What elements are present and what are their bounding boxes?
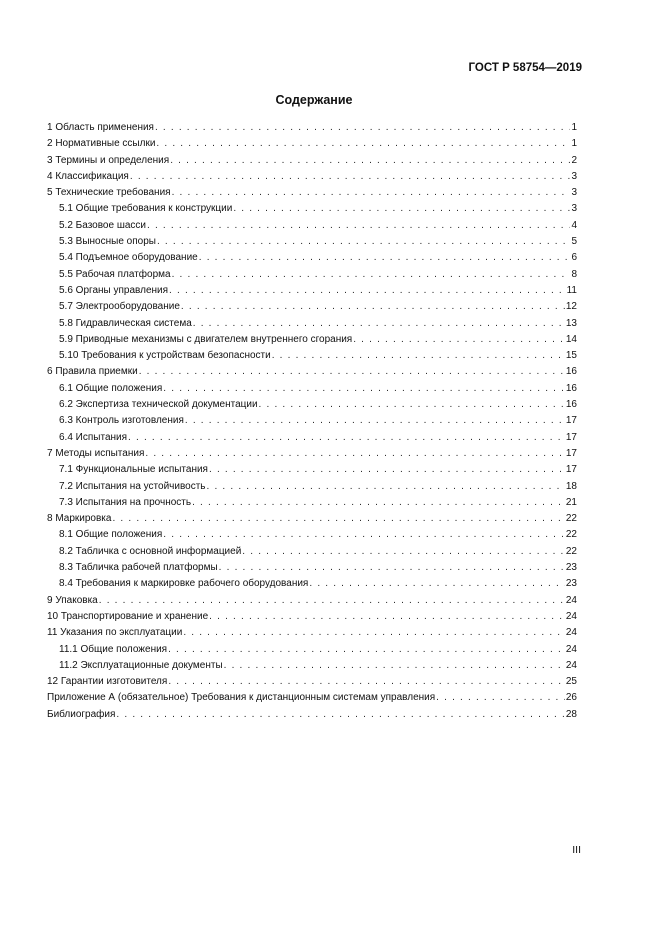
toc-entry-page: 22	[565, 513, 577, 525]
toc-leader-dots	[436, 690, 565, 706]
toc-entry[interactable]	[47, 560, 577, 576]
toc-entry-title: 5.1 Общие требования к конструкции	[59, 203, 233, 215]
toc-entry-page: 23	[565, 562, 577, 574]
toc-leader-dots	[242, 544, 565, 560]
toc-entry-title: 6 Правила приемки	[47, 366, 138, 378]
toc-entry[interactable]	[47, 527, 577, 543]
toc-entry[interactable]	[47, 609, 577, 625]
toc-entry-page: 8	[571, 268, 577, 280]
toc-entry-page: 11	[566, 284, 577, 296]
toc-leader-dots	[183, 625, 565, 641]
toc-entry-title: 8.4 Требования к маркировке рабочего оборудования	[59, 578, 309, 590]
toc-entry-title: 1 Область применения	[47, 122, 154, 133]
toc-entry-page: 23	[565, 578, 577, 590]
toc-leader-dots	[112, 511, 564, 527]
toc-entry[interactable]	[47, 136, 577, 152]
toc-entry[interactable]	[47, 593, 577, 609]
toc-entry[interactable]	[47, 348, 577, 364]
toc-leader-dots	[168, 642, 565, 658]
toc-leader-dots	[353, 332, 565, 348]
toc-leader-dots	[193, 316, 565, 332]
toc-entry[interactable]	[47, 283, 577, 299]
toc-entry-page: 17	[565, 464, 577, 476]
toc-entry[interactable]	[47, 430, 577, 446]
toc-leader-dots	[219, 560, 565, 576]
toc-entry-page: 16	[565, 399, 577, 411]
toc-entry[interactable]	[47, 201, 577, 217]
page-number: III	[572, 844, 581, 856]
toc-entry-title: 6.2 Экспертиза технической документации	[59, 399, 258, 411]
toc-entry-title: 8.1 Общие положения	[59, 529, 163, 541]
toc-entry-title: 8 Маркировка	[47, 513, 112, 525]
toc-entry-page: 3	[571, 170, 577, 182]
toc-entry-title: 5.5 Рабочая платформа	[59, 268, 171, 280]
toc-leader-dots	[170, 153, 570, 169]
toc-leader-dots	[181, 299, 565, 315]
toc-entry-page: 18	[565, 480, 577, 492]
toc-entry-page: 25	[565, 676, 577, 688]
toc-entry[interactable]	[47, 511, 577, 527]
toc-leader-dots	[192, 495, 565, 511]
toc-entry[interactable]	[47, 234, 577, 250]
toc-entry[interactable]	[47, 316, 577, 332]
toc-entry-title: 8.3 Табличка рабочей платформы	[59, 562, 218, 574]
toc-entry-page: 16	[565, 366, 577, 378]
toc-entry-page: 15	[565, 350, 577, 362]
toc-entry-page: 17	[565, 431, 577, 443]
toc-entry-title: 11 Указания по эксплуатации	[47, 627, 183, 639]
toc-entry-page: 22	[565, 545, 577, 557]
toc-leader-dots	[163, 381, 565, 397]
table-of-contents	[47, 120, 577, 723]
toc-entry[interactable]	[47, 479, 577, 495]
toc-entry-page: 14	[565, 333, 577, 345]
toc-entry-title: 6.4 Испытания	[59, 431, 128, 443]
toc-entry[interactable]	[47, 690, 577, 706]
toc-leader-dots	[309, 576, 565, 592]
toc-entry[interactable]	[47, 495, 577, 511]
toc-entry-page: 13	[565, 317, 577, 329]
toc-leader-dots	[168, 674, 565, 690]
document-id: ГОСТ Р 58754—2019	[468, 62, 582, 74]
toc-leader-dots	[185, 413, 565, 429]
toc-entry[interactable]	[47, 462, 577, 478]
toc-entry[interactable]	[47, 267, 577, 283]
toc-entry-title: 11.1 Общие положения	[59, 643, 168, 655]
toc-entry-title: 12 Гарантии изготовителя	[47, 676, 168, 688]
toc-entry-title: 5.2 Базовое шасси	[59, 219, 146, 231]
toc-entry-page: 21	[565, 496, 577, 508]
toc-entry[interactable]	[47, 250, 577, 266]
toc-entry-page: 17	[565, 415, 577, 427]
toc-leader-dots	[169, 283, 566, 299]
toc-leader-dots	[272, 348, 565, 364]
toc-entry-title: 5.7 Электрооборудование	[59, 301, 180, 313]
toc-entry-page: 22	[565, 529, 577, 541]
toc-entry-page: 2	[571, 154, 577, 166]
toc-entry[interactable]	[47, 299, 577, 315]
toc-entry[interactable]	[47, 674, 577, 690]
toc-entry-title: 5.4 Подъемное оборудование	[59, 252, 198, 264]
toc-entry-page: 17	[565, 447, 577, 459]
toc-leader-dots	[116, 707, 564, 723]
toc-leader-dots	[209, 462, 565, 478]
toc-entry-page: 5	[571, 236, 577, 248]
toc-entry[interactable]	[47, 413, 577, 429]
toc-leader-dots	[172, 267, 571, 283]
toc-entry-title: 6.3 Контроль изготовления	[59, 415, 184, 427]
toc-entry[interactable]	[47, 397, 577, 413]
toc-entry[interactable]	[47, 576, 577, 592]
toc-leader-dots	[139, 364, 565, 380]
toc-entry-page: 6	[571, 252, 577, 264]
toc-entry-title: 7.1 Функциональные испытания	[59, 464, 208, 476]
toc-entry-title: 6.1 Общие положения	[59, 382, 163, 394]
toc-entry-title: 5.6 Органы управления	[59, 284, 169, 296]
toc-entry[interactable]	[47, 658, 577, 674]
toc-title: Содержание	[275, 93, 353, 107]
toc-leader-dots	[172, 185, 571, 201]
toc-entry-page: 12	[565, 301, 577, 313]
toc-entry-title: 7.3 Испытания на прочность	[59, 496, 192, 508]
toc-entry[interactable]	[47, 381, 577, 397]
toc-leader-dots	[155, 120, 570, 136]
toc-leader-dots	[128, 430, 565, 446]
toc-entry-title: 10 Транспортирование и хранение	[47, 610, 209, 622]
toc-entry-title: 7.2 Испытания на устойчивость	[59, 480, 206, 492]
toc-leader-dots	[156, 136, 570, 152]
toc-entry-title: Приложение А (обязательное) Требования к дистанционным системам управления	[47, 692, 436, 704]
toc-entry-title: 2 Нормативные ссылки	[47, 138, 156, 150]
toc-leader-dots	[157, 234, 570, 250]
toc-entry-title: 5.8 Гидравлическая система	[59, 317, 192, 329]
toc-entry[interactable]	[47, 153, 577, 169]
toc-entry[interactable]	[47, 707, 577, 723]
toc-leader-dots	[233, 201, 570, 217]
toc-leader-dots	[199, 250, 571, 266]
toc-entry-page: 28	[565, 708, 577, 720]
toc-leader-dots	[209, 609, 565, 625]
toc-entry-page: 24	[565, 659, 577, 671]
toc-leader-dots	[99, 593, 565, 609]
toc-entry-title: 5.10 Требования к устройствам безопасности	[59, 350, 271, 362]
toc-entry-title: 4 Классификация	[47, 170, 129, 182]
toc-entry[interactable]	[47, 332, 577, 348]
toc-entry[interactable]	[47, 446, 577, 462]
toc-entry-page: 24	[565, 594, 577, 606]
toc-entry-title: 8.2 Табличка с основной информацией	[59, 545, 242, 557]
toc-leader-dots	[145, 446, 565, 462]
toc-entry-title: 5 Технические требования	[47, 187, 171, 199]
toc-entry-title: 5.3 Выносные опоры	[59, 236, 156, 248]
toc-entry-page: 16	[565, 382, 577, 394]
toc-entry-page: 3	[571, 203, 577, 215]
toc-entry-page: 24	[565, 610, 577, 622]
toc-entry[interactable]	[47, 625, 577, 641]
toc-leader-dots	[207, 479, 565, 495]
toc-entry[interactable]	[47, 169, 577, 185]
toc-entry-page: 1	[571, 122, 577, 133]
toc-entry-page: 3	[571, 187, 577, 199]
toc-entry[interactable]	[47, 218, 577, 234]
toc-entry-title: 5.9 Приводные механизмы с двигателем внутреннего сгорания	[59, 333, 353, 345]
toc-entry-title: 9 Упаковка	[47, 594, 98, 606]
toc-entry-title: 3 Термины и определения	[47, 154, 170, 166]
toc-entry[interactable]	[47, 185, 577, 201]
toc-leader-dots	[259, 397, 565, 413]
toc-leader-dots	[147, 218, 570, 234]
toc-entry[interactable]	[47, 364, 577, 380]
toc-entry[interactable]	[47, 120, 577, 136]
toc-entry-page: 26	[565, 692, 577, 704]
toc-entry-page: 4	[571, 219, 577, 231]
toc-entry[interactable]	[47, 544, 577, 560]
toc-entry-page: 24	[565, 643, 577, 655]
toc-entry-page: 24	[565, 627, 577, 639]
toc-leader-dots	[163, 527, 565, 543]
toc-leader-dots	[130, 169, 571, 185]
toc-entry-title: Библиография	[47, 708, 116, 720]
toc-entry[interactable]	[47, 642, 577, 658]
toc-entry-title: 11.2 Эксплуатационные документы	[59, 659, 223, 671]
toc-leader-dots	[224, 658, 565, 674]
toc-entry-page: 1	[571, 138, 577, 150]
toc-entry-title: 7 Методы испытания	[47, 447, 145, 459]
